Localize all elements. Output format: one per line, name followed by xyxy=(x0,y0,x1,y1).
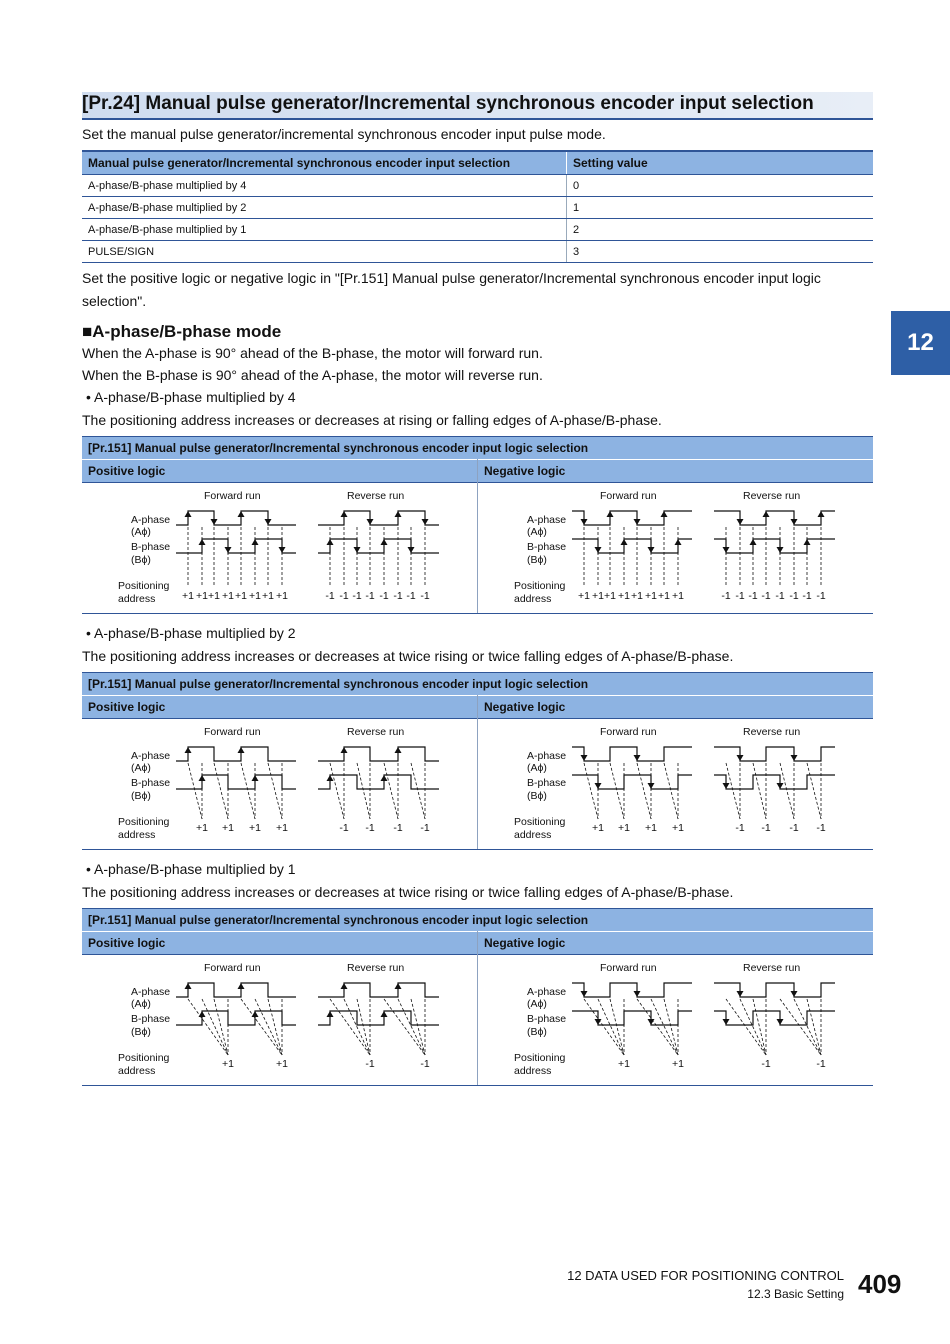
logic-table-header: [Pr.151] Manual pulse generator/Incremental synchronous encoder input logic selection xyxy=(82,436,873,459)
guide-line xyxy=(780,763,794,819)
a-phase-label: A-phase xyxy=(131,750,171,762)
b-phase-label: B-phase xyxy=(131,541,171,553)
address-value-plus: +1 xyxy=(182,590,194,602)
edge-arrow xyxy=(367,519,374,525)
waveform-line xyxy=(176,775,296,789)
block-bullet: • A-phase/B-phase multiplied by 1 xyxy=(86,861,296,877)
address-value-plus: +1 xyxy=(618,1058,630,1070)
edge-arrow xyxy=(252,1011,259,1017)
address-value-minus: -1 xyxy=(735,590,745,602)
page-title: [Pr.24] Manual pulse generator/Incremental synchronous encoder input selection xyxy=(82,93,814,114)
table-row xyxy=(82,241,873,263)
guide-line xyxy=(726,999,766,1055)
settings-table-header xyxy=(82,151,873,175)
guide-line xyxy=(188,999,228,1055)
address-value-plus: +1 xyxy=(672,1058,684,1070)
edge-arrow xyxy=(777,1019,784,1025)
address-value-plus: +1 xyxy=(645,590,657,602)
waveform-line xyxy=(176,1011,296,1025)
edge-arrow xyxy=(211,519,218,525)
guide-line xyxy=(357,999,370,1055)
edge-arrow xyxy=(199,1011,206,1017)
address-value-plus: +1 xyxy=(222,590,234,602)
positioning-label: Positioning xyxy=(118,816,170,828)
b-phase-label: B-phase xyxy=(527,777,567,789)
table-row xyxy=(82,175,873,197)
address-value-minus: -1 xyxy=(420,590,430,602)
address-value-minus: -1 xyxy=(748,590,758,602)
positioning-label: Positioning xyxy=(514,816,566,828)
table-cell: 3 xyxy=(567,241,874,263)
edge-arrow xyxy=(395,747,402,753)
table-row xyxy=(82,219,873,241)
address-value-plus: +1 xyxy=(208,590,220,602)
block-description: The positioning address increases or decreases at rising or falling edges of A-phase/B-phase. xyxy=(82,412,662,428)
guide-line xyxy=(384,999,425,1055)
address-value-minus: -1 xyxy=(379,590,389,602)
address-value-plus: +1 xyxy=(618,590,630,602)
waveform-line xyxy=(714,511,835,525)
address-label: address xyxy=(514,829,552,841)
edge-arrow xyxy=(777,783,784,789)
logic-table xyxy=(82,436,873,614)
guide-line xyxy=(753,999,766,1055)
edge-arrow xyxy=(185,983,192,989)
footer-section: 12.3 Basic Setting xyxy=(747,1287,844,1301)
address-value-minus: -1 xyxy=(735,822,745,834)
edge-arrow xyxy=(395,511,402,517)
address-value-plus: +1 xyxy=(592,822,604,834)
edge-arrow xyxy=(791,519,798,525)
address-value-plus: +1 xyxy=(578,590,590,602)
guide-line xyxy=(255,999,282,1055)
reverse-run-label: Reverse run xyxy=(347,490,405,502)
table-bottom-rule xyxy=(82,849,873,850)
negative-logic-timing-diagram xyxy=(478,955,873,1085)
edge-arrow xyxy=(634,519,641,525)
guide-line xyxy=(726,763,740,819)
address-value-plus: +1 xyxy=(276,1058,288,1070)
guide-line xyxy=(610,999,624,1055)
address-label: address xyxy=(118,829,156,841)
a-phase-label: A-phase xyxy=(131,986,171,998)
block-description: The positioning address increases or decreases at twice rising or twice falling edges of A-phase/B-phase. xyxy=(82,884,734,900)
logic-table-header: [Pr.151] Manual pulse generator/Incremental synchronous encoder input logic selection xyxy=(82,908,873,931)
table-bottom-rule xyxy=(82,1085,873,1086)
guide-line xyxy=(241,999,282,1055)
waveform-line xyxy=(318,1011,439,1025)
edge-arrow xyxy=(737,991,744,997)
reverse-run-label: Reverse run xyxy=(743,490,801,502)
edge-arrow xyxy=(661,511,668,517)
waveform-line xyxy=(318,511,439,525)
a-phase-symbol: (Aϕ) xyxy=(131,526,151,538)
waveform-line xyxy=(714,539,835,553)
address-value-minus: -1 xyxy=(761,590,771,602)
positioning-label: Positioning xyxy=(514,1052,566,1064)
settings-table xyxy=(82,150,873,263)
guide-line xyxy=(411,763,425,819)
guide-line xyxy=(330,763,344,819)
guide-line xyxy=(411,999,425,1055)
waveform-line xyxy=(572,1011,692,1025)
waveform-line xyxy=(572,747,692,761)
page-title-bar xyxy=(82,92,873,120)
guide-line xyxy=(357,763,370,819)
guide-line xyxy=(268,999,282,1055)
waveform-line xyxy=(714,1011,835,1025)
chapter-tab[interactable]: 12 xyxy=(891,311,950,375)
guide-line xyxy=(330,999,370,1055)
guide-line xyxy=(384,763,398,819)
table-cell: 0 xyxy=(567,175,874,197)
address-value-minus: -1 xyxy=(420,822,430,834)
address-value-minus: -1 xyxy=(352,590,362,602)
address-value-minus: -1 xyxy=(339,822,349,834)
logic-table xyxy=(82,908,873,1086)
forward-run-label: Forward run xyxy=(204,962,261,974)
address-value-minus: -1 xyxy=(789,590,799,602)
column-header-selection: Manual pulse generator/Incremental synchronous encoder input selection xyxy=(82,151,567,175)
negative-logic-timing-diagram xyxy=(478,719,873,849)
edge-arrow xyxy=(723,1019,730,1025)
positive-logic-header: Positive logic xyxy=(82,695,477,719)
table-cell: A-phase/B-phase multiplied by 4 xyxy=(82,175,567,197)
address-label: address xyxy=(514,593,552,605)
address-value-plus: +1 xyxy=(672,822,684,834)
intro-text: Set the manual pulse generator/incremental synchronous encoder input pulse mode. xyxy=(82,126,606,142)
guide-line xyxy=(794,999,821,1055)
b-phase-symbol: (Bϕ) xyxy=(131,1026,151,1038)
table-cell: 2 xyxy=(567,219,874,241)
guide-line xyxy=(664,999,678,1055)
table-cell: A-phase/B-phase multiplied by 1 xyxy=(82,219,567,241)
waveform-line xyxy=(318,983,439,997)
address-value-minus: -1 xyxy=(420,1058,430,1070)
positive-logic-timing-diagram xyxy=(82,483,477,613)
table-cell: PULSE/SIGN xyxy=(82,241,567,263)
address-value-plus: +1 xyxy=(196,822,208,834)
reverse-run-label: Reverse run xyxy=(743,962,801,974)
waveform-line xyxy=(714,775,835,789)
guide-line xyxy=(637,763,651,819)
negative-logic-timing-diagram xyxy=(478,483,873,613)
edge-arrow xyxy=(581,991,588,997)
b-phase-symbol: (Bϕ) xyxy=(527,554,547,566)
table-row xyxy=(82,197,873,219)
edge-arrow xyxy=(763,511,770,517)
guide-line xyxy=(637,999,678,1055)
a-phase-label: A-phase xyxy=(131,514,171,526)
address-value-minus: -1 xyxy=(761,1058,771,1070)
address-value-plus: +1 xyxy=(196,590,208,602)
address-value-plus: +1 xyxy=(658,590,670,602)
logic-table xyxy=(82,672,873,850)
b-phase-symbol: (Bϕ) xyxy=(527,1026,547,1038)
waveform-line xyxy=(176,747,296,761)
guide-line xyxy=(241,763,255,819)
a-phase-label: A-phase xyxy=(527,986,567,998)
address-value-minus: -1 xyxy=(325,590,335,602)
positioning-label: Positioning xyxy=(514,580,566,592)
positioning-label: Positioning xyxy=(118,580,170,592)
a-phase-symbol: (Aϕ) xyxy=(131,762,151,774)
edge-arrow xyxy=(238,511,245,517)
edge-arrow xyxy=(341,747,348,753)
negative-logic-header: Negative logic xyxy=(478,459,873,483)
negative-logic-header: Negative logic xyxy=(478,695,873,719)
page-number: 409 xyxy=(858,1269,902,1299)
edge-arrow xyxy=(648,1019,655,1025)
address-value-minus: -1 xyxy=(365,822,375,834)
guide-line xyxy=(398,999,425,1055)
guide-line xyxy=(584,763,598,819)
logic-table-header: [Pr.151] Manual pulse generator/Incremental synchronous encoder input logic selection xyxy=(82,672,873,695)
waveform-line xyxy=(572,775,692,789)
edge-arrow xyxy=(185,511,192,517)
edge-arrow xyxy=(737,519,744,525)
edge-arrow xyxy=(238,747,245,753)
forward-run-label: Forward run xyxy=(204,490,261,502)
address-value-plus: +1 xyxy=(276,822,288,834)
address-value-plus: +1 xyxy=(645,822,657,834)
edge-arrow xyxy=(238,983,245,989)
waveform-line xyxy=(318,747,439,761)
address-value-plus: +1 xyxy=(249,822,261,834)
positive-logic-header: Positive logic xyxy=(82,459,477,483)
b-phase-label: B-phase xyxy=(131,777,171,789)
b-phase-label: B-phase xyxy=(527,1013,567,1025)
b-phase-symbol: (Bϕ) xyxy=(131,790,151,802)
guide-line xyxy=(268,763,282,819)
edge-arrow xyxy=(737,755,744,761)
reverse-run-label: Reverse run xyxy=(743,726,801,738)
address-value-plus: +1 xyxy=(592,590,604,602)
table-cell: A-phase/B-phase multiplied by 2 xyxy=(82,197,567,219)
block-bullet: • A-phase/B-phase multiplied by 2 xyxy=(86,625,296,641)
address-value-plus: +1 xyxy=(618,822,630,834)
guide-line xyxy=(598,999,624,1055)
address-value-plus: +1 xyxy=(222,822,234,834)
section-heading: ■A-phase/B-phase mode xyxy=(82,322,282,341)
reverse-run-label: Reverse run xyxy=(347,962,405,974)
address-label: address xyxy=(514,1065,552,1077)
a-phase-symbol: (Aϕ) xyxy=(527,526,547,538)
address-value-minus: -1 xyxy=(406,590,416,602)
waveform-line xyxy=(176,983,296,997)
a-phase-symbol: (Aϕ) xyxy=(527,998,547,1010)
guide-line xyxy=(651,999,678,1055)
address-value-minus: -1 xyxy=(761,822,771,834)
edge-arrow xyxy=(723,783,730,789)
table-cell: 1 xyxy=(567,197,874,219)
address-value-plus: +1 xyxy=(235,590,247,602)
address-value-plus: +1 xyxy=(262,590,274,602)
address-value-minus: -1 xyxy=(365,1058,375,1070)
b-phase-label: B-phase xyxy=(527,541,567,553)
waveform-line xyxy=(572,511,692,525)
guide-line xyxy=(740,999,766,1055)
guide-line xyxy=(753,763,766,819)
forward-run-label: Forward run xyxy=(600,962,657,974)
waveform-line xyxy=(318,775,439,789)
positioning-label: Positioning xyxy=(118,1052,170,1064)
column-header-setting-value: Setting value xyxy=(567,151,874,175)
waveform-line xyxy=(572,983,692,997)
guide-line xyxy=(202,999,228,1055)
reverse-run-label: Reverse run xyxy=(347,726,405,738)
guide-line xyxy=(664,763,678,819)
edge-arrow xyxy=(327,1011,334,1017)
edge-arrow xyxy=(381,775,388,781)
address-label: address xyxy=(118,593,156,605)
waveform-line xyxy=(318,539,439,553)
waveform-line xyxy=(714,747,835,761)
address-value-minus: -1 xyxy=(721,590,731,602)
waveform-line xyxy=(572,539,692,553)
edge-arrow xyxy=(581,519,588,525)
edge-arrow xyxy=(185,747,192,753)
edge-arrow xyxy=(634,991,641,997)
block-bullet: • A-phase/B-phase multiplied by 4 xyxy=(86,389,296,405)
edge-arrow xyxy=(422,519,429,525)
guide-line xyxy=(807,763,821,819)
address-value-minus: -1 xyxy=(393,590,403,602)
address-value-plus: +1 xyxy=(631,590,643,602)
edge-arrow xyxy=(341,511,348,517)
address-value-minus: -1 xyxy=(816,1058,826,1070)
guide-line xyxy=(807,999,821,1055)
logic-note-line2: selection". xyxy=(82,293,147,309)
footer-chapter: 12 DATA USED FOR POSITIONING CONTROL xyxy=(567,1268,844,1283)
address-value-minus: -1 xyxy=(339,590,349,602)
guide-line xyxy=(780,999,821,1055)
guide-line xyxy=(344,999,370,1055)
negative-logic-header: Negative logic xyxy=(478,931,873,955)
address-value-plus: +1 xyxy=(604,590,616,602)
waveform-line xyxy=(714,983,835,997)
address-value-plus: +1 xyxy=(276,590,288,602)
positive-logic-timing-diagram xyxy=(82,955,477,1085)
block-description: The positioning address increases or decreases at twice rising or twice falling edges of A-phase/B-phase. xyxy=(82,648,734,664)
edge-arrow xyxy=(381,1011,388,1017)
waveform-line xyxy=(176,511,296,525)
address-value-minus: -1 xyxy=(365,590,375,602)
edge-arrow xyxy=(791,755,798,761)
a-phase-label: A-phase xyxy=(527,514,567,526)
guide-line xyxy=(214,763,228,819)
reverse-run-description: When the B-phase is 90° ahead of the A-phase, the motor will reverse run. xyxy=(82,367,543,383)
address-value-plus: +1 xyxy=(222,1058,234,1070)
guide-line xyxy=(584,999,624,1055)
address-label: address xyxy=(118,1065,156,1077)
edge-arrow xyxy=(818,511,825,517)
edge-arrow xyxy=(595,1019,602,1025)
guide-line xyxy=(610,763,624,819)
forward-run-label: Forward run xyxy=(600,490,657,502)
address-value-minus: -1 xyxy=(802,590,812,602)
b-phase-symbol: (Bϕ) xyxy=(131,554,151,566)
guide-line xyxy=(214,999,228,1055)
forward-run-label: Forward run xyxy=(600,726,657,738)
b-phase-label: B-phase xyxy=(131,1013,171,1025)
edge-arrow xyxy=(327,775,334,781)
address-value-minus: -1 xyxy=(816,822,826,834)
guide-line xyxy=(188,763,202,819)
address-value-plus: +1 xyxy=(672,590,684,602)
edge-arrow xyxy=(265,519,272,525)
positive-logic-timing-diagram xyxy=(82,719,477,849)
address-value-minus: -1 xyxy=(393,822,403,834)
forward-run-label: Forward run xyxy=(204,726,261,738)
a-phase-symbol: (Aϕ) xyxy=(131,998,151,1010)
edge-arrow xyxy=(581,755,588,761)
a-phase-symbol: (Aϕ) xyxy=(527,762,547,774)
address-value-plus: +1 xyxy=(249,590,261,602)
edge-arrow xyxy=(341,983,348,989)
logic-note-line1: Set the positive logic or negative logic in "[Pr.151] Manual pulse generator/Incremental synchronous encoder input logic xyxy=(82,270,821,286)
address-value-minus: -1 xyxy=(789,822,799,834)
edge-arrow xyxy=(395,983,402,989)
address-value-minus: -1 xyxy=(775,590,785,602)
edge-arrow xyxy=(607,511,614,517)
address-value-minus: -1 xyxy=(816,590,826,602)
positive-logic-header: Positive logic xyxy=(82,931,477,955)
forward-run-description: When the A-phase is 90° ahead of the B-phase, the motor will forward run. xyxy=(82,345,543,361)
a-phase-label: A-phase xyxy=(527,750,567,762)
b-phase-symbol: (Bϕ) xyxy=(527,790,547,802)
waveform-line xyxy=(176,539,296,553)
edge-arrow xyxy=(791,991,798,997)
table-bottom-rule xyxy=(82,613,873,614)
edge-arrow xyxy=(634,755,641,761)
